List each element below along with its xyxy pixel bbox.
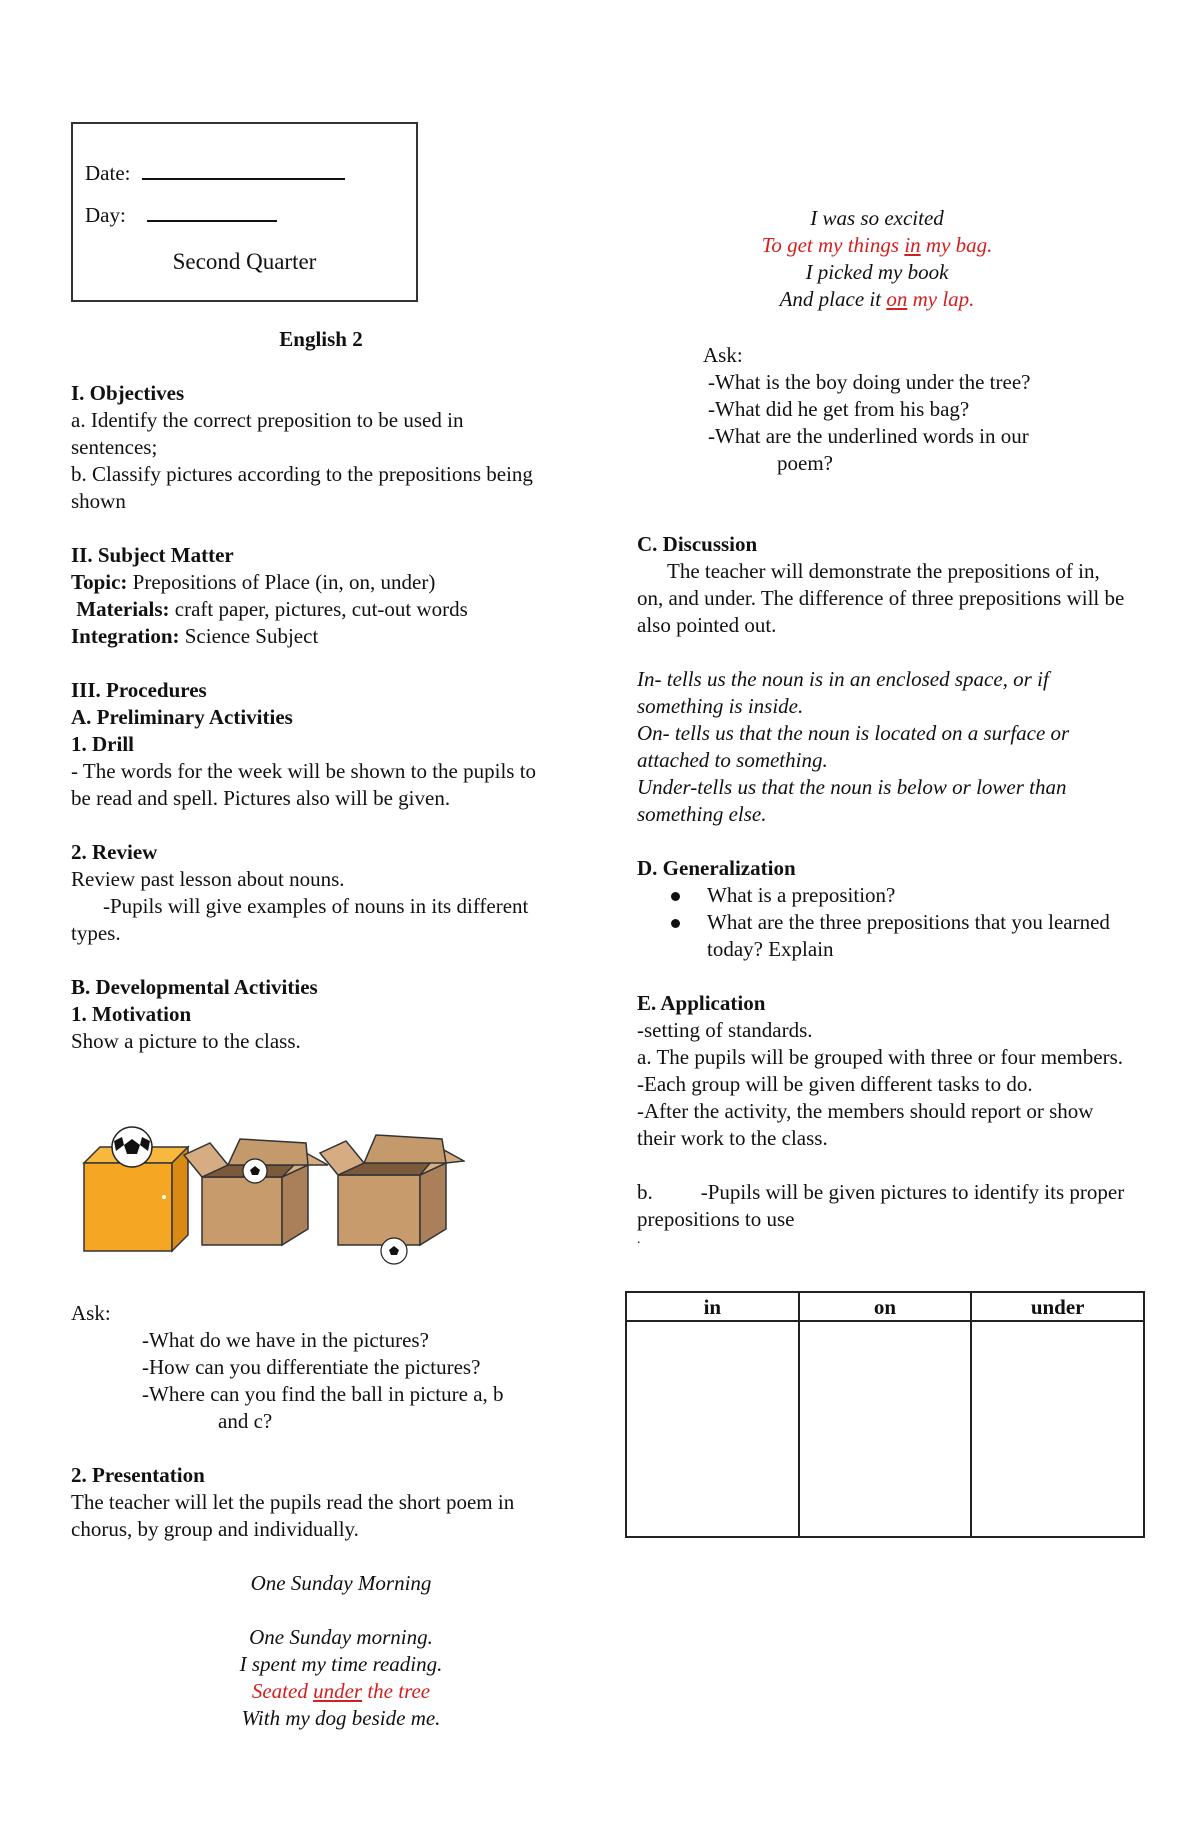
motivation-question-3-cont: and c? xyxy=(218,1409,273,1433)
application-line-1: -setting of standards. xyxy=(637,1018,813,1042)
application-line-4: -After the activity, the members should report or show their work to the class. xyxy=(637,1099,1094,1150)
subject-matter-heading: II. Subject Matter xyxy=(71,543,234,567)
on-definition: On- tells us that the noun is located on a surface or attached to something. xyxy=(637,721,1070,772)
cardboard-box-in xyxy=(184,1139,328,1245)
application-line-2: a. The pupils will be grouped with three or four members. xyxy=(637,1045,1123,1069)
column-header-on: on xyxy=(799,1292,972,1321)
materials-line xyxy=(71,596,551,623)
application-heading: E. Application xyxy=(637,991,766,1015)
poem-line-3 xyxy=(131,1678,551,1705)
cardboard-box-under xyxy=(320,1135,464,1245)
subject-title: English 2 xyxy=(279,327,363,351)
in-definition: In- tells us the noun is in an enclosed space, or if something is inside. xyxy=(637,667,1049,718)
poem-question-3-cont: poem? xyxy=(777,451,833,475)
generalization-list xyxy=(637,882,1137,963)
generalization-heading: D. Generalization xyxy=(637,856,796,880)
application-dot: . xyxy=(637,1232,641,1247)
day-row xyxy=(85,202,277,229)
objectives-heading: I. Objectives xyxy=(71,381,185,405)
classification-table xyxy=(625,1291,1145,1538)
list-item xyxy=(637,909,1137,963)
cell-on[interactable] xyxy=(799,1321,972,1537)
integration-label: Integration: xyxy=(71,624,180,648)
poem-line-6-pre: To get my things xyxy=(761,233,905,257)
motivation-heading: 1. Motivation xyxy=(71,1002,192,1026)
topic-label: Topic: xyxy=(71,570,128,594)
poem-prep-under: under xyxy=(313,1679,363,1703)
topic-line xyxy=(71,569,551,596)
materials-value: craft paper, pictures, cut-out words xyxy=(174,597,468,621)
integration-value: Science Subject xyxy=(184,624,319,648)
table-row xyxy=(626,1321,1144,1537)
bullet-icon xyxy=(671,892,680,901)
presentation-text: The teacher will let the pupils read the short poem in chorus, by group and individually. xyxy=(71,1490,515,1541)
date-label: Date: xyxy=(85,161,131,185)
left-column-lower xyxy=(71,1300,551,1732)
cell-in[interactable] xyxy=(626,1321,799,1537)
motivation-question-2: -How can you differentiate the pictures? xyxy=(142,1355,481,1379)
right-column xyxy=(637,342,1137,1247)
procedures-heading: III. Procedures xyxy=(71,678,207,702)
application-line-3: -Each group will be given different tasks to do. xyxy=(637,1072,1033,1096)
review-text: Review past lesson about nouns. xyxy=(71,867,345,891)
discussion-text: The teacher will demonstrate the prepositions of in, on, and under. The difference of three prepositions will be also pointed out. xyxy=(637,559,1125,637)
motivation-question-1: -What do we have in the pictures? xyxy=(142,1328,429,1352)
objective-a: a. Identify the correct preposition to be used in sentences; xyxy=(71,408,464,459)
topic-value: Prepositions of Place (in, on, under) xyxy=(132,570,436,594)
drill-text: - The words for the week will be shown to the pupils to be read and spell. Pictures also will be given. xyxy=(71,759,537,810)
day-label: Day: xyxy=(85,203,126,227)
poem-line-3-post: the tree xyxy=(362,1679,431,1703)
generalization-item-1: What is a preposition? xyxy=(707,883,896,907)
poem-prep-in: in xyxy=(904,233,921,257)
column-header-under: under xyxy=(971,1292,1144,1321)
drill-heading: 1. Drill xyxy=(71,732,134,756)
discussion-heading: C. Discussion xyxy=(637,532,758,556)
motivation-question-3: -Where can you find the ball in picture a, b xyxy=(142,1382,504,1406)
date-row xyxy=(85,160,345,187)
application-b xyxy=(637,1179,1137,1233)
poem-line-3-pre: Seated xyxy=(251,1679,314,1703)
poem-line-4: With my dog beside me. xyxy=(241,1706,441,1730)
poem-line-7: I picked my book xyxy=(805,260,949,284)
poem-question-1: -What is the boy doing under the tree? xyxy=(708,370,1031,394)
poem-line-6-post: my bag. xyxy=(920,233,993,257)
preliminary-heading: A. Preliminary Activities xyxy=(71,705,293,729)
poem-question-2: -What did he get from his bag? xyxy=(708,397,970,421)
poem-line-1: One Sunday morning. xyxy=(249,1625,433,1649)
objective-b: b. Classify pictures according to the prepositions being shown xyxy=(71,462,533,513)
poem-question-3: -What are the underlined words in our xyxy=(708,424,1029,448)
poem-prep-on: on xyxy=(886,287,908,311)
presentation-heading: 2. Presentation xyxy=(71,1463,205,1487)
bullet-icon xyxy=(671,919,680,928)
column-header-in: in xyxy=(626,1292,799,1321)
quarter-label: Second Quarter xyxy=(172,249,317,274)
poem-line-8-post: my lap. xyxy=(907,287,975,311)
header-box xyxy=(71,122,418,302)
developmental-heading: B. Developmental Activities xyxy=(71,975,318,999)
ball-under-icon xyxy=(381,1238,407,1264)
poem-line-6 xyxy=(637,232,1117,259)
poem-line-8 xyxy=(637,286,1117,313)
under-definition: Under-tells us that the noun is below or lower than something else. xyxy=(637,775,1067,826)
motivation-picture xyxy=(80,1125,465,1265)
application-b-text: -Pupils will be given pictures to identify its proper prepositions to use xyxy=(637,1180,1125,1231)
cell-under[interactable] xyxy=(971,1321,1144,1537)
table-header-row xyxy=(626,1292,1144,1321)
poem-part-2 xyxy=(637,205,1117,313)
poem-title: One Sunday Morning xyxy=(250,1571,432,1595)
poem-line-2: I spent my time reading. xyxy=(239,1652,443,1676)
integration-line xyxy=(71,623,551,650)
motivation-text: Show a picture to the class. xyxy=(71,1029,301,1053)
motivation-ask-label: Ask: xyxy=(71,1301,111,1325)
poem-line-8-pre: And place it xyxy=(779,287,887,311)
materials-label: Materials: xyxy=(76,597,170,621)
generalization-item-2: What are the three prepositions that you learned today? Explain xyxy=(707,910,1110,961)
poem-part-1 xyxy=(71,1570,551,1732)
review-sub: -Pupils will give examples of nouns in its different types. xyxy=(71,894,529,945)
date-blank xyxy=(142,178,345,180)
poem-ask-label: Ask: xyxy=(703,343,743,367)
review-heading: 2. Review xyxy=(71,840,158,864)
left-column xyxy=(71,326,551,1055)
list-item xyxy=(637,882,1137,909)
ball-on-top-icon xyxy=(112,1127,152,1167)
day-blank xyxy=(147,220,277,222)
application-b-label: b. xyxy=(637,1180,653,1204)
poem-line-5: I was so excited xyxy=(810,206,944,230)
